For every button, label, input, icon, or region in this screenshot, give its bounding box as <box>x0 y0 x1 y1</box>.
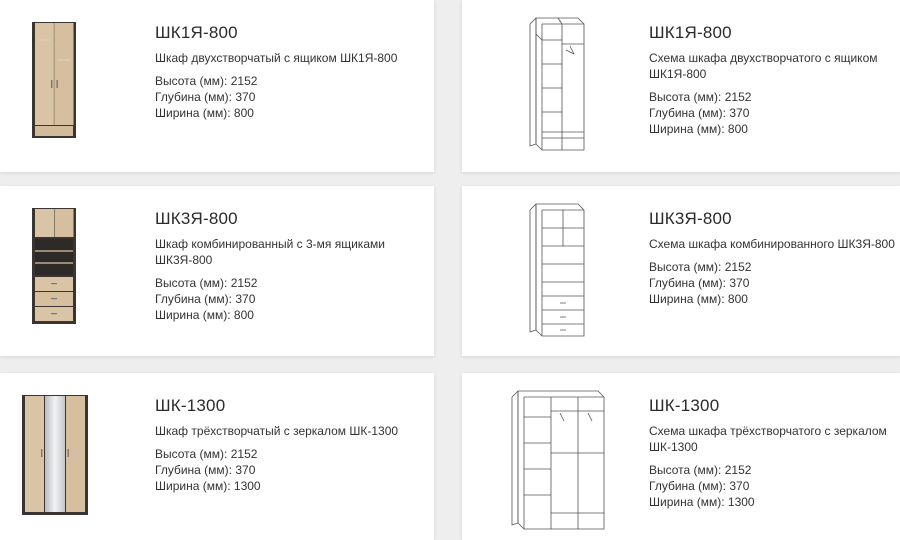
spec-value: 1300 <box>233 479 261 493</box>
spec-label: Глубина (мм): <box>155 90 232 104</box>
spec-value: 800 <box>727 122 748 136</box>
spec-value: 370 <box>235 292 256 306</box>
spec-value: 2152 <box>724 463 752 477</box>
spec-value: 370 <box>729 479 750 493</box>
spec-height <box>649 462 897 478</box>
product-description: Шкаф комбинированный с 3-мя ящиками ШК3Я-800 <box>155 237 385 267</box>
spec-height <box>649 259 897 275</box>
spec-height <box>649 89 897 105</box>
product-card[interactable] <box>0 0 434 172</box>
spec-height <box>155 446 425 462</box>
spec-label: Высота (мм): <box>155 447 228 461</box>
spec-label: Высота (мм): <box>155 74 228 88</box>
spec-value: 2152 <box>724 260 752 274</box>
wardrobe-3door-schematic-icon[interactable] <box>508 387 608 533</box>
product-card[interactable] <box>462 186 900 356</box>
spec-label: Высота (мм): <box>649 90 722 104</box>
spec-depth <box>155 462 425 478</box>
product-description: Схема шкафа трёхстворчатого с зеркалом ШК-1300 <box>649 424 887 454</box>
combined-cabinet-icon[interactable] <box>30 206 78 326</box>
spec-depth <box>649 105 897 121</box>
spec-value: 1300 <box>727 495 755 509</box>
spec-width <box>649 291 897 307</box>
spec-width <box>649 494 897 510</box>
product-description: Шкаф двухстворчатый с ящиком ШК1Я-800 <box>155 51 398 65</box>
spec-height <box>155 275 425 291</box>
wardrobe-2door-icon[interactable] <box>30 20 78 140</box>
spec-label: Ширина (мм): <box>649 122 725 136</box>
spec-label: Глубина (мм): <box>155 292 232 306</box>
wardrobe-3door-mirror-icon[interactable] <box>20 393 90 517</box>
spec-label: Высота (мм): <box>155 276 228 290</box>
product-title[interactable]: ШК-1300 <box>155 396 226 415</box>
cabinet-schematic-icon[interactable] <box>522 200 588 340</box>
product-card[interactable] <box>462 0 900 172</box>
spec-depth <box>155 291 425 307</box>
spec-width <box>155 478 425 494</box>
spec-value: 370 <box>729 106 750 120</box>
product-card[interactable] <box>0 373 434 540</box>
spec-height <box>155 73 425 89</box>
product-description: Шкаф трёхстворчатый с зеркалом ШК-1300 <box>155 424 399 438</box>
product-title[interactable]: ШК3Я-800 <box>155 209 238 228</box>
product-description: Схема шкафа двухстворчатого с ящиком ШК1Я-800 <box>649 51 878 81</box>
spec-label: Глубина (мм): <box>649 106 726 120</box>
product-title[interactable]: ШК1Я-800 <box>649 23 732 42</box>
spec-label: Глубина (мм): <box>155 463 232 477</box>
spec-depth <box>649 275 897 291</box>
product-title[interactable]: ШК3Я-800 <box>649 209 732 228</box>
spec-width <box>155 105 425 121</box>
product-title[interactable]: ШК1Я-800 <box>155 23 238 42</box>
spec-width <box>155 307 425 323</box>
spec-label: Ширина (мм): <box>155 479 231 493</box>
spec-label: Глубина (мм): <box>649 479 726 493</box>
spec-value: 2152 <box>230 74 258 88</box>
spec-label: Ширина (мм): <box>155 106 231 120</box>
product-title[interactable]: ШК-1300 <box>649 396 720 415</box>
spec-depth <box>649 478 897 494</box>
spec-value: 2152 <box>230 276 258 290</box>
product-card[interactable] <box>462 373 900 540</box>
spec-width <box>649 121 897 137</box>
spec-value: 370 <box>729 276 750 290</box>
product-card[interactable] <box>0 186 434 356</box>
spec-value: 2152 <box>724 90 752 104</box>
spec-value: 370 <box>235 463 256 477</box>
spec-value: 800 <box>233 106 254 120</box>
spec-label: Ширина (мм): <box>649 292 725 306</box>
spec-label: Высота (мм): <box>649 260 722 274</box>
spec-depth <box>155 89 425 105</box>
spec-label: Глубина (мм): <box>649 276 726 290</box>
spec-value: 800 <box>233 308 254 322</box>
spec-value: 2152 <box>230 447 258 461</box>
spec-label: Высота (мм): <box>649 463 722 477</box>
wardrobe-schematic-icon[interactable] <box>522 14 588 154</box>
spec-value: 370 <box>235 90 256 104</box>
spec-label: Ширина (мм): <box>155 308 231 322</box>
spec-label: Ширина (мм): <box>649 495 725 509</box>
spec-value: 800 <box>727 292 748 306</box>
product-description: Схема шкафа комбинированного ШК3Я-800 <box>649 237 895 251</box>
